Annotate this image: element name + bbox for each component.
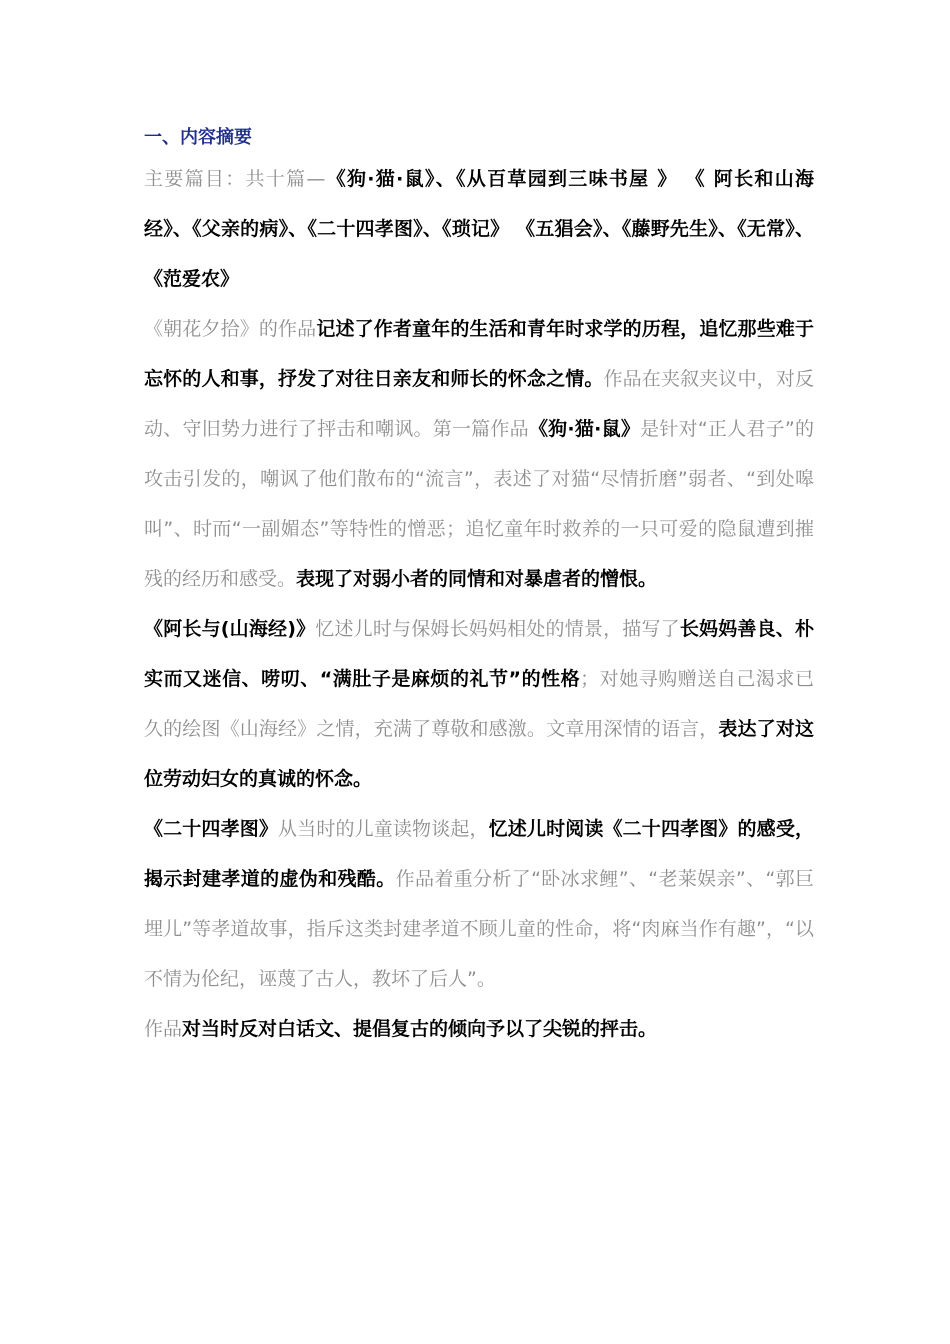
text-run: ；对她寻购赠送自己渴求已久的绘图《山海经》之情，充满了尊敬和感激。文章用深情的语言， <box>144 668 814 740</box>
text-run: 作品着重分析了“卧冰求鲤”、“老莱娱亲”、“郭巨埋儿”等孝道故事，指斥这类封建孝道不顾儿童的性命，将“肉麻当作有趣”，“以不情为伦纪，诬蔑了古人，教坏了后人”。 <box>144 868 814 990</box>
paragraph-ah-chang <box>144 604 814 804</box>
text-run: 是针对“正人君子”的攻击引发的，嘲讽了他们散布的“流言”，表述了对猫“尽情折磨”弱者、“到处嗥叫”、时而“一副媚态”等特性的憎恶；追忆童年时救养的一只可爱的隐鼠遭到摧残的经历和感受。 <box>144 418 815 590</box>
text-run: 作品 <box>144 1018 183 1040</box>
text-run: 《朝花夕拾》的作品 <box>144 318 317 340</box>
paragraph-conclusion <box>144 1004 814 1054</box>
text-run-bold: 表现了对弱小者的同情和对暴虐者的憎恨。 <box>296 568 658 590</box>
text-run-bold: 对当时反对白话文、提倡复古的倾向予以了尖锐的抨击。 <box>182 1018 658 1040</box>
document-page <box>144 122 814 1054</box>
paragraph-works-list <box>144 154 814 304</box>
text-run-bold: 忆述儿时阅读《二十四孝图》的感受，揭示封建孝道的虚伪和残酷。 <box>144 818 814 890</box>
text-run-bold: 《二十四孝图》 <box>144 818 279 840</box>
text-run-bold: 长妈妈善良、朴实而又迷信、唠叨、“满肚子是麻烦的礼节”的性格 <box>144 618 814 690</box>
paragraph-filial-piety <box>144 804 814 1004</box>
text-run-bold: 记述了作者童年的生活和青年时求学的历程，追忆那些难于忘怀的人和事，抒发了对往日亲友和师长的怀念之情。 <box>144 318 814 390</box>
text-run-bold: 《狗·猫·鼠》 <box>528 418 641 440</box>
text-run: 从当时的儿童读物谈起， <box>278 818 489 840</box>
text-run: 作品在夹叙夹议中，对反动、守旧势力进行了抨击和嘲讽。第一篇作品 <box>144 368 814 440</box>
paragraph-overview <box>144 304 814 604</box>
text-run-bold: 《阿长与(山海经)》 <box>144 618 316 640</box>
text-run: 主要篇目：共十篇— <box>144 168 326 190</box>
text-run: 忆述儿时与保姆长妈妈相处的情景，描写了 <box>315 618 680 640</box>
text-run-bold: 表达了对这位劳动妇女的真诚的怀念。 <box>144 718 814 790</box>
text-run-bold: 《狗·猫·鼠》、《从百草园到三味书屋 》 《 阿长和山海经》、《父亲的病》、《二十四孝图》、《琐记》 《五猖会》、《藤野先生》、《无常》、《范爱农》 <box>144 168 814 290</box>
section-heading: 一、内容摘要 <box>144 127 252 148</box>
